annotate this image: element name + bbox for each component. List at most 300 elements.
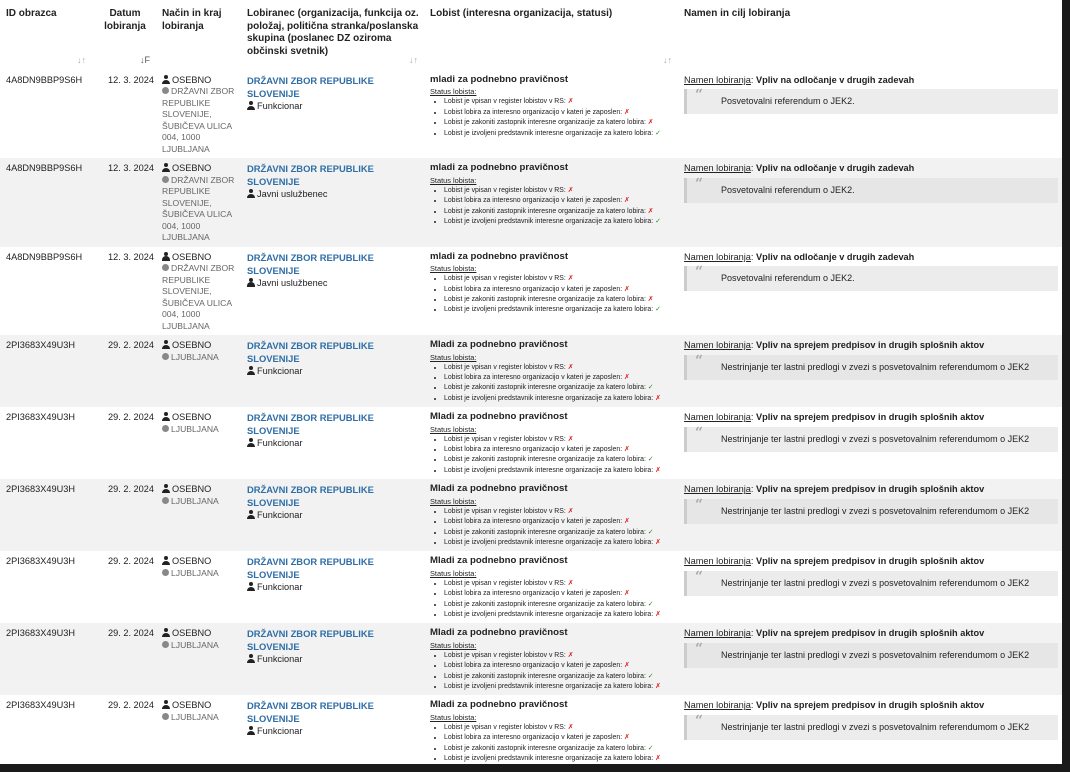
status-item-label: Lobist je vpisan v register lobistov v RS:: [444, 723, 566, 731]
form-id: 2PI3683X49U3H: [6, 412, 75, 423]
user-icon: [247, 654, 255, 663]
status-item-label: Lobist je vpisan v register lobistov v RS:: [444, 507, 566, 515]
status-item: [444, 733, 674, 743]
lobbyist-name: mladi za podnebno pravičnost: [430, 250, 569, 262]
lobbying-way: OSEBNO: [172, 700, 212, 711]
quote-icon: “: [695, 352, 704, 369]
cross-icon: ✗: [647, 296, 654, 304]
form-id: 2PI3683X49U3H: [6, 556, 75, 567]
quote-icon: “: [695, 175, 704, 192]
cross-icon: ✗: [647, 207, 654, 215]
cross-icon: ✗: [655, 755, 661, 762]
cross-icon: ✗: [567, 363, 574, 371]
form-id-cell: [0, 623, 92, 695]
lobbyist-cell: [424, 479, 678, 551]
status-item-label: Lobist lobira za interesno organizacijo v kateri je zaposlen:: [444, 285, 623, 293]
status-item-label: Lobist je izvoljeni predstavnik interesne organizacije za katero lobira:: [444, 682, 654, 690]
lobbyist-name: mladi za podnebno pravičnost: [430, 74, 569, 85]
cross-icon: ✗: [655, 610, 661, 618]
status-item: [444, 600, 674, 610]
date-cell: [92, 695, 156, 765]
lobbyist-name: Mladi za podnebno pravičnost: [430, 627, 568, 639]
status-item-label: Lobist je vpisan v register lobistov v RS:: [444, 363, 566, 371]
purpose-cell: Namen lobiranja: Vpliv na sprejem predpisov in drugih splošnih aktov “ Nestrinjanje ter lastni predlogi v zvezi s posvetovalnim referendumom o JEK2: [678, 407, 1062, 479]
lobbyist-name: Mladi za podnebno pravičnost: [430, 483, 568, 495]
form-id-cell: [0, 335, 92, 407]
way-cell: [156, 247, 241, 335]
status-item-label: Lobist je zakoniti zastopnik interesne organizacije za katero lobira:: [444, 600, 646, 608]
lobbyist-name: Mladi za podnebno pravičnost: [430, 339, 568, 351]
status-item-label: Lobist lobira za interesno organizacijo v kateri je zaposlen:: [444, 518, 623, 526]
lobbyist-cell: [424, 623, 678, 695]
status-item-label: Lobist je izvoljeni predstavnik interesne organizacije za katero lobira:: [444, 129, 654, 137]
check-icon: ✓: [647, 528, 654, 536]
window-shadow-right: [1062, 0, 1070, 772]
globe-icon: [162, 425, 169, 432]
purpose-prefix: Namen lobiranja: [684, 340, 751, 351]
status-item: [444, 723, 674, 733]
status-item: [444, 455, 674, 465]
cross-icon: ✗: [567, 435, 574, 443]
status-item: [444, 373, 674, 383]
sort-desc-icon[interactable]: ↓F: [140, 54, 150, 65]
user-icon: [247, 582, 255, 591]
status-list: [430, 579, 674, 621]
lobbied-role: Funkcionar: [257, 726, 303, 737]
purpose-prefix: Namen lobiranja: [684, 412, 751, 423]
table-row: [0, 335, 1062, 407]
purpose-cell: Namen lobiranja: Vpliv na sprejem predpisov in drugih splošnih aktov “ Nestrinjanje ter lastni predlogi v zvezi s posvetovalnim referendumom o JEK2: [678, 695, 1062, 765]
date-cell: [92, 70, 156, 158]
status-item-label: Lobist je zakoniti zastopnik interesne organizacije za katero lobira:: [444, 119, 646, 127]
cross-icon: ✗: [624, 734, 630, 742]
status-item-label: Lobist je zakoniti zastopnik interesne organizacije za katero lobira:: [444, 456, 646, 464]
status-item: [444, 108, 674, 118]
purpose-cell: Namen lobiranja: Vpliv na sprejem predpisov in drugih splošnih aktov “ Nestrinjanje ter lastni predlogi v zvezi s posvetovalnim referendumom o JEK2: [678, 335, 1062, 407]
purpose-prefix: Namen lobiranja: [684, 75, 751, 85]
user-icon: [247, 510, 255, 519]
quote-icon: “: [695, 640, 704, 657]
status-item-label: Lobist lobira za interesno organizacijo v kateri je zaposlen:: [444, 108, 623, 116]
status-item: [444, 295, 674, 305]
status-item: [444, 285, 674, 295]
lobbied-role: Funkcionar: [257, 366, 303, 377]
lobbying-place: LJUBLJANA: [171, 639, 219, 650]
check-icon: ✓: [655, 129, 661, 137]
lobbied-organization-link[interactable]: DRŽAVNI ZBOR REPUBLIKE SLOVENIJE: [247, 556, 374, 581]
lobbied-organization-link[interactable]: DRŽAVNI ZBOR REPUBLIKE SLOVENIJE: [247, 251, 374, 276]
status-item: [444, 196, 674, 206]
lobbied-cell: [241, 551, 424, 623]
form-id: 2PI3683X49U3H: [6, 700, 75, 711]
lobbied-role: Funkcionar: [257, 510, 303, 521]
user-icon: [247, 278, 255, 287]
cross-icon: ✗: [624, 285, 630, 293]
column-header-purpose[interactable]: [678, 0, 1062, 70]
column-header-lobbyist-label: Lobist (interesna organizacija, statusi): [430, 8, 613, 19]
status-item: [444, 363, 674, 373]
status-item-label: Lobist je zakoniti zastopnik interesne organizacije za katero lobira:: [444, 296, 646, 304]
form-id-cell: [0, 70, 92, 158]
purpose-text: Nestrinjanje ter lastni predlogi v zvezi s posvetovalnim referendumom o JEK2: [721, 361, 1030, 372]
lobbyist-cell: [424, 158, 678, 246]
table-body: [0, 70, 1062, 765]
column-header-way[interactable]: [156, 0, 241, 70]
status-item-label: Lobist je zakoniti zastopnik interesne organizacije za katero lobira:: [444, 744, 646, 752]
status-list: [430, 186, 674, 228]
lobbyist-cell: [424, 407, 678, 479]
check-icon: ✓: [647, 744, 654, 752]
user-icon: [247, 189, 255, 198]
form-id: 2PI3683X49U3H: [6, 484, 75, 495]
form-id-cell: [0, 247, 92, 335]
status-list: [430, 435, 674, 477]
status-item: [444, 274, 674, 284]
form-id: 2PI3683X49U3H: [6, 340, 75, 351]
purpose-quote: [684, 568, 1058, 596]
way-cell: [156, 551, 241, 623]
lobbied-organization-link[interactable]: DRŽAVNI ZBOR REPUBLIKE SLOVENIJE: [247, 700, 374, 725]
lobbyist-cell: [424, 551, 678, 623]
purpose-text: Nestrinjanje ter lastni predlogi v zvezi s posvetovalnim referendumom o JEK2: [721, 721, 1030, 732]
purpose-prefix: Namen lobiranja: [684, 484, 751, 495]
status-item: [444, 538, 674, 548]
lobbying-place: LJUBLJANA: [171, 495, 219, 506]
sort-icon[interactable]: ↓↑: [663, 54, 672, 65]
purpose-quote: [684, 712, 1058, 740]
lobbying-way: OSEBNO: [172, 628, 212, 639]
lobbying-place: LJUBLJANA: [171, 567, 219, 578]
status-item-label: Lobist je zakoniti zastopnik interesne organizacije za katero lobira:: [444, 672, 646, 680]
check-icon: ✓: [647, 672, 654, 680]
cross-icon: ✗: [655, 682, 661, 690]
status-item: [444, 394, 674, 404]
quote-icon: “: [695, 87, 704, 104]
globe-icon: [162, 87, 169, 94]
cross-icon: ✗: [647, 119, 654, 127]
status-item-label: Lobist je vpisan v register lobistov v RS:: [444, 435, 566, 443]
purpose-prefix: Namen lobiranja: [684, 251, 751, 262]
date-cell: [92, 158, 156, 246]
lobbying-way: OSEBNO: [172, 412, 212, 423]
status-list: [430, 97, 674, 139]
globe-icon: [162, 641, 169, 648]
cross-icon: ✗: [567, 651, 574, 659]
status-item-label: Lobist je izvoljeni predstavnik interesne organizacije za katero lobira:: [444, 538, 654, 546]
status-item: [444, 589, 674, 599]
user-icon: [162, 484, 170, 493]
purpose-cell: Namen lobiranja: Vpliv na odločanje v drugih zadevah “ Posvetovalni referendum o JEK2.: [678, 70, 1062, 158]
status-item-label: Lobist je izvoljeni predstavnik interesne organizacije za katero lobira:: [444, 466, 654, 474]
cross-icon: ✗: [567, 98, 574, 106]
way-cell: [156, 695, 241, 765]
column-header-date-label: Datum lobiranja: [104, 8, 146, 32]
purpose-title: Vpliv na sprejem predpisov in drugih splošnih aktov: [756, 700, 985, 711]
column-header-id[interactable]: [0, 0, 92, 70]
lobbied-cell: [241, 407, 424, 479]
status-item: [444, 466, 674, 476]
lobbying-place: LJUBLJANA: [171, 711, 219, 722]
status-list: [430, 651, 674, 693]
status-label: Status lobista:: [430, 568, 477, 578]
quote-icon: “: [695, 712, 704, 729]
lobbying-date: 29. 2. 2024: [108, 700, 154, 711]
status-item-label: Lobist je vpisan v register lobistov v RS:: [444, 579, 566, 587]
purpose-text: Nestrinjanje ter lastni predlogi v zvezi s posvetovalnim referendumom o JEK2: [721, 649, 1030, 660]
user-icon: [162, 163, 170, 172]
lobbied-role: Funkcionar: [257, 654, 303, 665]
purpose-quote: [684, 640, 1058, 668]
sort-icon[interactable]: ↓↑: [409, 54, 418, 65]
lobbied-organization-link[interactable]: DRŽAVNI ZBOR REPUBLIKE SLOVENIJE: [247, 484, 374, 509]
lobbied-cell: [241, 695, 424, 765]
form-id-cell: [0, 407, 92, 479]
way-cell: [156, 335, 241, 407]
status-item: [444, 129, 674, 139]
purpose-title: Vpliv na odločanje v drugih zadevah: [756, 75, 915, 85]
lobbied-cell: [241, 479, 424, 551]
lobbying-way: OSEBNO: [172, 251, 212, 262]
check-icon: ✓: [647, 384, 654, 392]
sort-icon[interactable]: ↓↑: [77, 54, 86, 65]
status-item: [444, 528, 674, 538]
column-header-lobbied-label: Lobiranec (organizacija, funkcija oz. položaj, politična stranka/poslanska skupina (poslanec DZ oziroma občinski svetnik): [247, 8, 419, 57]
status-item: [444, 305, 674, 315]
cross-icon: ✗: [655, 394, 661, 402]
lobbied-organization-link[interactable]: DRŽAVNI ZBOR REPUBLIKE SLOVENIJE: [247, 628, 374, 653]
user-icon: [162, 340, 170, 349]
lobbyist-cell: [424, 695, 678, 765]
status-item: [444, 97, 674, 107]
cross-icon: ✗: [624, 446, 630, 454]
purpose-quote: [684, 352, 1058, 380]
quote-icon: “: [695, 496, 704, 513]
user-icon: [247, 726, 255, 735]
status-item: [444, 118, 674, 128]
globe-icon: [162, 713, 169, 720]
lobbyist-name: mladi za podnebno pravičnost: [430, 162, 569, 174]
way-cell: [156, 479, 241, 551]
form-id-cell: [0, 551, 92, 623]
cross-icon: ✗: [624, 108, 630, 116]
lobbying-date: 29. 2. 2024: [108, 340, 154, 351]
form-id: 4A8DN9BBP9S6H: [6, 163, 83, 174]
cross-icon: ✗: [624, 590, 630, 598]
globe-icon: [162, 264, 169, 271]
purpose-text: Posvetovalni referendum o JEK2.: [721, 273, 855, 284]
quote-icon: “: [695, 424, 704, 441]
date-cell: [92, 623, 156, 695]
purpose-text: Posvetovalni referendum o JEK2.: [721, 96, 855, 107]
status-label: Status lobista:: [430, 175, 477, 185]
window-shadow-bottom: [0, 764, 1070, 772]
purpose-title: Vpliv na sprejem predpisov in drugih splošnih aktov: [756, 556, 985, 567]
lobbyist-cell: [424, 247, 678, 335]
cross-icon: ✗: [624, 518, 630, 526]
status-item: [444, 579, 674, 589]
form-id: 4A8DN9BBP9S6H: [6, 75, 83, 85]
date-cell: [92, 551, 156, 623]
status-label: Status lobista:: [430, 640, 477, 650]
purpose-cell: Namen lobiranja: Vpliv na sprejem predpisov in drugih splošnih aktov “ Nestrinjanje ter lastni predlogi v zvezi s posvetovalnim referendumom o JEK2: [678, 551, 1062, 623]
lobbying-way: OSEBNO: [172, 484, 212, 495]
status-item: [444, 383, 674, 393]
purpose-text: Nestrinjanje ter lastni predlogi v zvezi s posvetovalnim referendumom o JEK2: [721, 577, 1030, 588]
date-cell: [92, 335, 156, 407]
purpose-cell: Namen lobiranja: Vpliv na odločanje v drugih zadevah “ Posvetovalni referendum o JEK2.: [678, 247, 1062, 335]
status-item-label: Lobist lobira za interesno organizacijo v kateri je zaposlen:: [444, 590, 623, 598]
column-header-lobbied[interactable]: [241, 0, 424, 70]
status-label: Status lobista:: [430, 264, 477, 274]
status-item-label: Lobist lobira za interesno organizacijo v kateri je zaposlen:: [444, 734, 623, 742]
status-item: [444, 610, 674, 620]
status-item-label: Lobist je vpisan v register lobistov v RS:: [444, 98, 566, 106]
status-item: [444, 507, 674, 517]
status-list: [430, 723, 674, 765]
quote-icon: “: [695, 264, 704, 281]
purpose-title: Vpliv na odločanje v drugih zadevah: [756, 163, 915, 174]
column-header-lobbyist[interactable]: [424, 0, 678, 70]
status-item-label: Lobist je izvoljeni predstavnik interesne organizacije za katero lobira:: [444, 610, 654, 618]
way-cell: [156, 70, 241, 158]
purpose-quote: [684, 266, 1058, 291]
check-icon: ✓: [655, 218, 661, 226]
table-row: [0, 407, 1062, 479]
table-row: [0, 247, 1062, 335]
status-list: [430, 363, 674, 405]
purpose-quote: [684, 424, 1058, 452]
lobbied-cell: [241, 623, 424, 695]
user-icon: [247, 438, 255, 447]
cross-icon: ✗: [567, 507, 574, 515]
lobbying-date: 29. 2. 2024: [108, 556, 154, 567]
quote-icon: “: [695, 568, 704, 585]
globe-icon: [162, 497, 169, 504]
status-item-label: Lobist je zakoniti zastopnik interesne organizacije za katero lobira:: [444, 207, 646, 215]
globe-icon: [162, 176, 169, 183]
lobbying-place: DRŽAVNI ZBOR REPUBLIKE SLOVENIJE, ŠUBIČEVA ULICA 004, 1000 LJUBLJANA: [162, 174, 235, 243]
user-icon: [162, 628, 170, 637]
status-list: [430, 274, 674, 316]
user-icon: [162, 412, 170, 421]
lobbying-place: DRŽAVNI ZBOR REPUBLIKE SLOVENIJE, ŠUBIČEVA ULICA 004, 1000 LJUBLJANA: [162, 263, 235, 331]
status-item-label: Lobist lobira za interesno organizacijo v kateri je zaposlen:: [444, 662, 623, 670]
column-header-way-label: Način in kraj lobiranja: [162, 8, 222, 32]
purpose-text: Nestrinjanje ter lastni predlogi v zvezi s posvetovalnim referendumom o JEK2: [721, 505, 1030, 516]
lobbying-date: 12. 3. 2024: [108, 75, 154, 85]
check-icon: ✓: [647, 600, 654, 608]
table-row: [0, 158, 1062, 246]
cross-icon: ✗: [624, 662, 630, 670]
status-item-label: Lobist je izvoljeni predstavnik interesne organizacije za katero lobira:: [444, 218, 654, 226]
status-item-label: Lobist lobira za interesno organizacijo v kateri je zaposlen:: [444, 446, 623, 454]
status-item: [444, 435, 674, 445]
purpose-text: Posvetovalni referendum o JEK2.: [721, 184, 855, 195]
purpose-prefix: Namen lobiranja: [684, 700, 751, 711]
status-item: [444, 672, 674, 682]
table-row: [0, 695, 1062, 765]
purpose-cell: Namen lobiranja: Vpliv na sprejem predpisov in drugih splošnih aktov “ Nestrinjanje ter lastni predlogi v zvezi s posvetovalnim referendumom o JEK2: [678, 623, 1062, 695]
purpose-quote: [684, 496, 1058, 524]
purpose-title: Vpliv na sprejem predpisov in drugih splošnih aktov: [756, 412, 985, 423]
purpose-prefix: Namen lobiranja: [684, 556, 751, 567]
lobbied-cell: [241, 335, 424, 407]
lobbying-way: OSEBNO: [172, 556, 212, 567]
lobbied-role: Funkcionar: [257, 582, 303, 593]
lobbying-date: 29. 2. 2024: [108, 628, 154, 639]
lobbying-place: DRŽAVNI ZBOR REPUBLIKE SLOVENIJE, ŠUBIČEVA ULICA 004, 1000 LJUBLJANA: [162, 86, 235, 154]
table-row: [0, 551, 1062, 623]
globe-icon: [162, 353, 169, 360]
lobbied-cell: [241, 247, 424, 335]
purpose-title: Vpliv na sprejem predpisov in drugih splošnih aktov: [756, 484, 985, 495]
lobbied-role: Funkcionar: [257, 101, 303, 111]
lobbied-organization-link[interactable]: DRŽAVNI ZBOR REPUBLIKE SLOVENIJE: [247, 340, 374, 365]
lobbied-organization-link[interactable]: DRŽAVNI ZBOR REPUBLIKE SLOVENIJE: [247, 163, 374, 188]
lobbying-date: 12. 3. 2024: [108, 163, 154, 174]
status-item-label: Lobist lobira za interesno organizacijo v kateri je zaposlen:: [444, 197, 623, 205]
column-header-date[interactable]: [92, 0, 156, 70]
status-item: [444, 651, 674, 661]
lobbyist-cell: [424, 70, 678, 158]
status-item: [444, 186, 674, 196]
user-icon: [162, 75, 170, 84]
status-item: [444, 517, 674, 527]
lobbied-organization-link[interactable]: DRŽAVNI ZBOR REPUBLIKE SLOVENIJE: [247, 75, 374, 99]
lobbied-cell: [241, 158, 424, 246]
purpose-title: Vpliv na sprejem predpisov in drugih splošnih aktov: [756, 340, 985, 351]
lobbied-organization-link[interactable]: DRŽAVNI ZBOR REPUBLIKE SLOVENIJE: [247, 412, 374, 437]
status-item-label: Lobist je izvoljeni predstavnik interesne organizacije za katero lobira:: [444, 394, 654, 402]
lobbyist-name: Mladi za podnebno pravičnost: [430, 699, 568, 711]
lobbying-place: LJUBLJANA: [171, 351, 219, 362]
status-item: [444, 682, 674, 692]
globe-icon: [162, 569, 169, 576]
lobbying-date: 29. 2. 2024: [108, 412, 154, 423]
form-id: 4A8DN9BBP9S6H: [6, 251, 83, 262]
status-item: [444, 754, 674, 764]
table-row: [0, 70, 1062, 158]
way-cell: [156, 623, 241, 695]
cross-icon: ✗: [567, 579, 574, 587]
table-row: [0, 623, 1062, 695]
purpose-cell: Namen lobiranja: Vpliv na sprejem predpisov in drugih splošnih aktov “ Nestrinjanje ter lastni predlogi v zvezi s posvetovalnim referendumom o JEK2: [678, 479, 1062, 551]
status-label: Status lobista:: [430, 424, 477, 434]
cross-icon: ✗: [655, 538, 661, 546]
purpose-prefix: Namen lobiranja: [684, 163, 751, 174]
lobbying-date: 29. 2. 2024: [108, 484, 154, 495]
status-item-label: Lobist je izvoljeni predstavnik interesne organizacije za katero lobira:: [444, 306, 654, 314]
cross-icon: ✗: [567, 186, 574, 194]
status-item-label: Lobist lobira za interesno organizacijo v kateri je zaposlen:: [444, 374, 623, 382]
way-cell: [156, 158, 241, 246]
user-icon: [247, 101, 255, 110]
status-item-label: Lobist je vpisan v register lobistov v RS:: [444, 275, 566, 283]
table-header-row: [0, 0, 1062, 70]
lobbyist-cell: [424, 335, 678, 407]
status-item: [444, 661, 674, 671]
purpose-quote: [684, 89, 1058, 114]
purpose-title: Vpliv na sprejem predpisov in drugih splošnih aktov: [756, 628, 985, 639]
status-label: Status lobista:: [430, 712, 477, 722]
date-cell: [92, 479, 156, 551]
status-item-label: Lobist je zakoniti zastopnik interesne organizacije za katero lobira:: [444, 384, 646, 392]
user-icon: [162, 252, 170, 261]
lobbied-role: Funkcionar: [257, 438, 303, 449]
table-row: [0, 479, 1062, 551]
purpose-cell: Namen lobiranja: Vpliv na odločanje v drugih zadevah “ Posvetovalni referendum o JEK2.: [678, 158, 1062, 246]
lobbying-date: 12. 3. 2024: [108, 251, 154, 262]
